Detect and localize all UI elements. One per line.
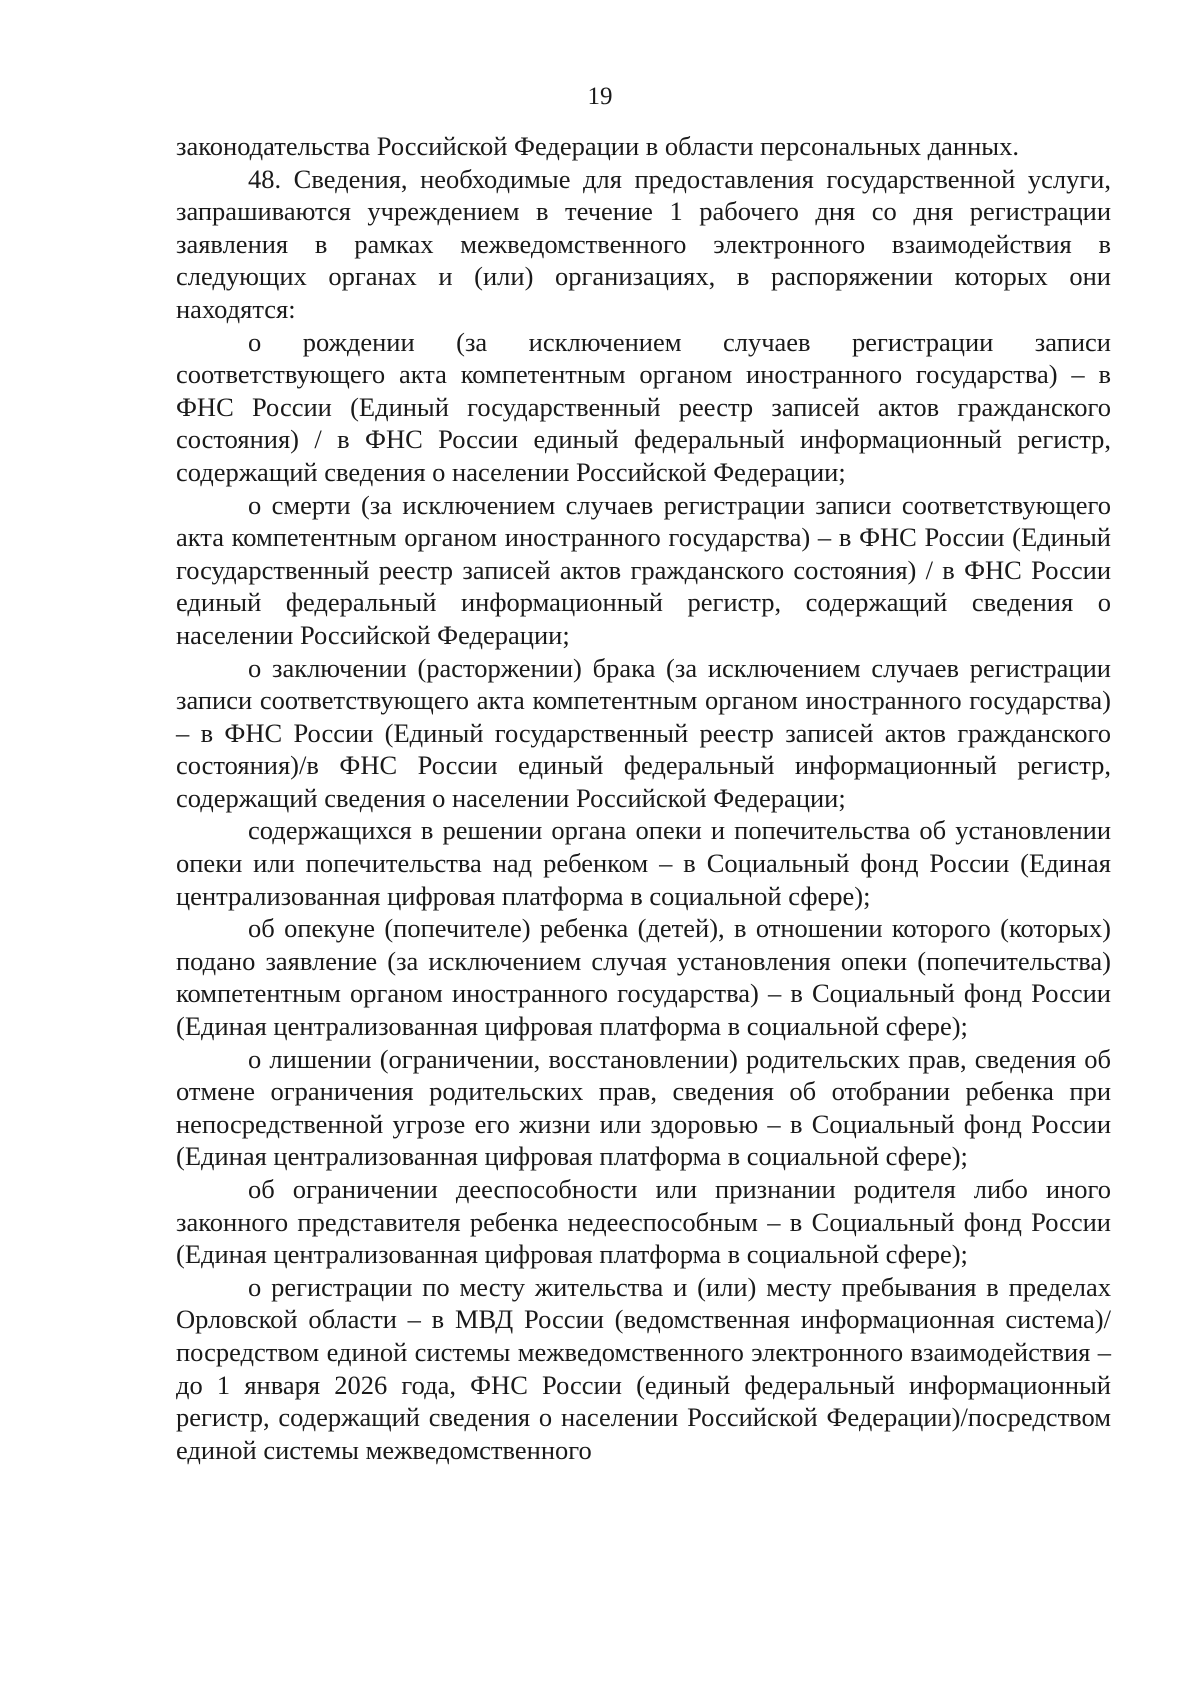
paragraph-guardian: об опекуне (попечителе) ребенка (детей), в отношении которого (которых) подано заявление (за исключением случая установления опеки (попечительства) компетентным органом иностранного государства) – в Социальный фонд России (Единая централизованная цифровая платформа в социальной сфере); <box>176 913 1111 1042</box>
paragraph-guardianship-decision: содержащихся в решении органа опеки и попечительства об установлении опеки или попечительства над ребенком – в Социальный фонд России (Единая централизованная цифровая платформа в социальной сфере); <box>176 815 1111 911</box>
paragraph-legal-capacity: об ограничении дееспособности или признании родителя либо иного законного представителя ребенка недееспособным – в Социальный фонд России (Единая централизованная цифровая платформа в социальной сфере); <box>176 1174 1111 1270</box>
paragraph-item-48: 48. Сведения, необходимые для предоставления государственной услуги, запрашиваются учреждением в течение 1 рабочего дня со дня регистрации заявления в рамках межведомственного электронного взаимодействия в следующих органах и (или) организациях, в распоряжении которых они находятся: <box>176 163 1111 324</box>
page-number: 19 <box>587 83 613 110</box>
paragraph-marriage: о заключении (расторжении) брака (за исключением случаев регистрации записи соответствующего акта компетентным органом иностранного государства) – в ФНС России (Единый государственный реестр записей актов гражданского состояния)/в ФНС России единый федеральный информационный регистр, содержащий сведения о населении Российской Федерации; <box>176 652 1111 813</box>
paragraph-continuation: законодательства Российской Федерации в области персональных данных. <box>176 131 1019 161</box>
paragraph-birth: о рождении (за исключением случаев регистрации записи соответствующего акта компетентным органом иностранного государства) – в ФНС России (Единый государственный реестр записей актов гражданского состояния) / в ФНС России единый федеральный информационный регистр, содержащий сведения о населении Российской Федерации; <box>176 326 1111 487</box>
document-body <box>176 130 1111 1466</box>
paragraph-death: о смерти (за исключением случаев регистрации записи соответствующего акта компетентным органом иностранного государства) – в ФНС России (Единый государственный реестр записей актов гражданского состояния) / в ФНС России единый федеральный информационный регистр, содержащий сведения о населении Российской Федерации; <box>176 489 1111 650</box>
paragraph-parental-rights: о лишении (ограничении, восстановлении) родительских прав, сведения об отмене ограничения родительских прав, сведения об отобрании ребенка при непосредственной угрозе его жизни или здоровью – в Социальный фонд России (Единая централизованная цифровая платформа в социальной сфере); <box>176 1043 1111 1172</box>
paragraph-registration: о регистрации по месту жительства и (или) месту пребывания в пределах Орловской области – в МВД России (ведомственная информационная система)/посредством единой системы межведомственного электронного взаимодействия – до 1 января 2026 года, ФНС России (единый федеральный информационный регистр, содержащий сведения о населении Российской Федерации)/посредством единой системы межведомственного <box>176 1271 1111 1465</box>
